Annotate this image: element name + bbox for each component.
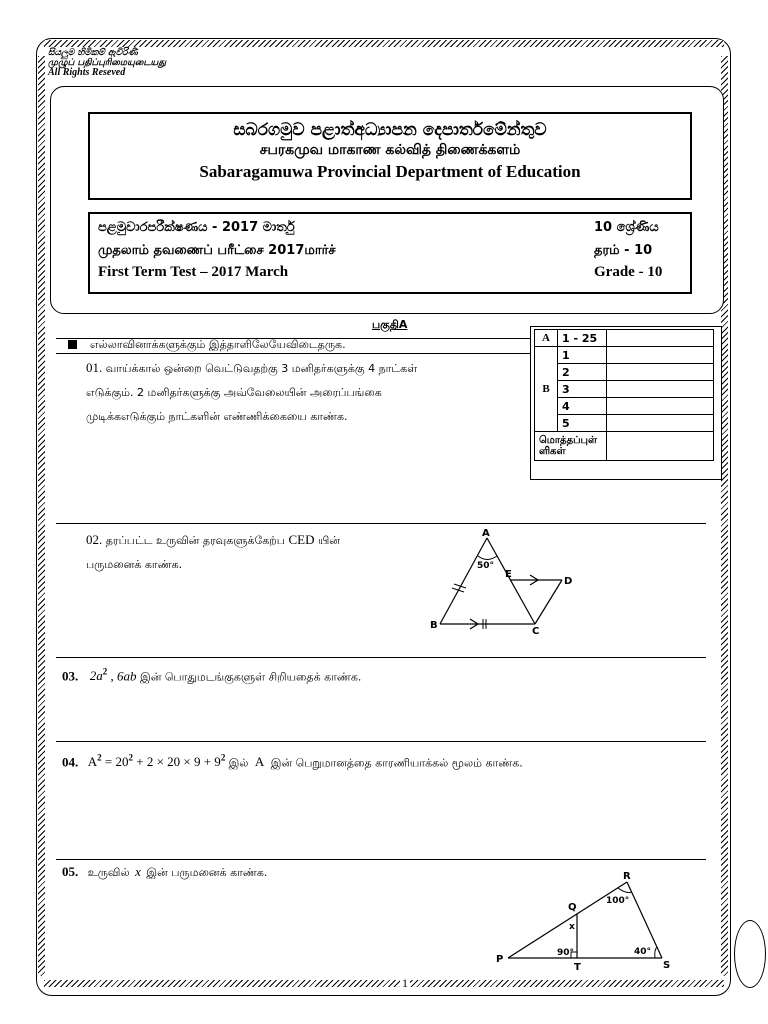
q5-text-1: உருவில் <box>87 866 130 879</box>
q5-label-s: S <box>663 960 671 971</box>
q4-exp-9: 2 <box>220 753 226 763</box>
marks-b-label: B <box>535 347 558 432</box>
section-title: பகுதிA <box>372 318 408 331</box>
grade-english: Grade - 10 <box>594 264 663 280</box>
q5-label-r: R <box>623 871 631 882</box>
top-hatch-border <box>44 40 724 47</box>
marks-total-score-cell <box>607 432 714 461</box>
q3-number: 03. <box>62 668 79 684</box>
marks-b-score-cell <box>607 398 714 415</box>
q3-term2: 6ab <box>117 668 137 684</box>
q5-label-x: x <box>569 922 575 932</box>
q2-angle-label: 50° <box>477 561 495 571</box>
q5-label-p: P <box>496 954 504 965</box>
q2-text-line1-end: யின் <box>317 534 340 547</box>
q2-angle-ced: CED <box>288 532 315 547</box>
marks-b-item: 3 <box>558 381 607 398</box>
q4-text-2: இன் பெறுமானத்தை காரணியாக்கல் மூலம் காண்க. <box>270 756 523 770</box>
q4-expr-a: A <box>87 754 98 770</box>
marks-total-label-line1: மொத்தப்புள் <box>539 435 597 446</box>
q2-label-c: C <box>532 626 540 636</box>
marks-b-item: 5 <box>558 415 607 432</box>
dept-name-sinhala: සබරගමුව පළාත්අධ්‍යාපන දෙපාර්තමේන්තුව <box>233 120 547 140</box>
bottom-hatch-border <box>44 980 724 987</box>
q4-expr-20: = 20 <box>101 754 129 770</box>
dept-name-english: Sabaragamuwa Provincial Department of Education <box>199 162 581 181</box>
q4-text-a: A <box>254 754 265 770</box>
grade-tamil: தரம் - 10 <box>594 243 653 258</box>
q2-angle-arc-a <box>478 556 497 560</box>
grade-sinhala: 10 ශ්‍රේණිය <box>594 220 659 235</box>
q1-text-line2: எடுக்கும். 2 மனிதர்களுக்கு அவ்வேலையின் அரைப்பங்கை <box>86 386 382 399</box>
q2-label-a: A <box>482 528 490 539</box>
q4-exp-20: 2 <box>128 753 133 763</box>
q3-separator-comma: , <box>110 668 117 684</box>
q3-term1-exp: 2 <box>102 667 108 677</box>
marks-table <box>534 329 714 461</box>
question-4 <box>62 748 523 773</box>
test-name-tamil: முதலாம் தவணைப் பரீட்சை 2017மார்ச் <box>98 243 336 258</box>
marks-a-score-cell <box>607 330 714 347</box>
q2-label-d: D <box>564 576 573 587</box>
q5-angle-arc-s <box>655 947 657 958</box>
q5-angle-r: 100° <box>606 896 630 906</box>
marks-a-range: 1 - 25 <box>558 330 607 347</box>
q1-text-line1: வாய்க்கால் ஒன்றை வெட்டுவதற்கு 3 மனிதர்களுக்கு 4 நாட்கள் <box>105 362 418 375</box>
department-box <box>88 112 692 200</box>
page-corner-oval <box>734 920 766 988</box>
q4-expression <box>88 754 229 769</box>
marks-b-item: 1 <box>558 347 607 364</box>
q2-side-ac <box>487 538 535 624</box>
q5-x: x <box>135 864 141 879</box>
q5-number: 05. <box>62 864 79 879</box>
question-5 <box>62 862 267 883</box>
question-1 <box>86 356 526 429</box>
q5-separator <box>56 859 706 860</box>
q5-side-pr <box>508 882 630 958</box>
marks-b-score-cell <box>607 364 714 381</box>
q4-separator <box>56 741 706 742</box>
bullet-square <box>68 340 77 349</box>
test-info-box <box>88 212 692 294</box>
q2-text-line2: பருமனைக் காண்க. <box>86 558 183 571</box>
dept-name-tamil: சபரகமுவ மாகாண கல்வித் திணைக்களம் <box>259 142 521 158</box>
q3-term1 <box>90 668 111 683</box>
marks-b-item: 4 <box>558 398 607 415</box>
q1-line1 <box>86 356 526 381</box>
marks-b-score-cell <box>607 415 714 432</box>
q5-text-2: இன் பருமனைக் காண்க. <box>146 866 268 879</box>
q4-exp-a: 2 <box>97 753 102 763</box>
copyright-line-sinhala: සියලුම හිමිකම් ඇවිරිණි <box>48 48 138 58</box>
q5-label-q: Q <box>568 902 577 913</box>
marks-total-label <box>535 432 607 461</box>
q2-number: 02. <box>86 532 103 547</box>
q5-angle-t: 90° <box>557 948 575 958</box>
q2-line1 <box>86 528 426 553</box>
q1-text-line3: முடிக்கஎடுக்கும் நாட்களின் எண்ணிக்கையை காண்க. <box>86 410 348 423</box>
q2-side-dc <box>535 580 562 624</box>
marks-b-item: 2 <box>558 364 607 381</box>
question-3 <box>62 662 361 687</box>
marks-b-score-cell <box>607 347 714 364</box>
q5-angle-s: 40° <box>634 947 652 957</box>
q3-text: இன் பொதுமடங்குகளுள் சிறியதைக் காண்க. <box>140 670 362 684</box>
q2-triangle-figure <box>420 526 600 636</box>
marks-table-container <box>530 326 722 480</box>
test-name-english: First Term Test – 2017 March <box>98 264 289 280</box>
copyright-line-tamil: முழுப் பதிப்புரிமையுடையது <box>48 58 167 68</box>
copyright-line-english: All Rights Reseved <box>48 67 126 78</box>
q5-label-t: T <box>574 962 581 973</box>
page-number: 1 <box>402 976 408 990</box>
q2-separator <box>56 523 706 524</box>
marks-a-label: A <box>535 330 558 347</box>
section-instruction: எல்லாவினாக்களுக்கும் இத்தாளிலேயேவிடைதருக. <box>90 338 346 351</box>
instruction-rule <box>56 353 534 354</box>
q2-text-line1: தரப்பட்ட உருவின் தரவுகளுக்கேற்ப <box>105 534 285 547</box>
marks-total-label-line2: ளிகள் <box>539 446 566 457</box>
q4-text-1: இல் <box>228 756 249 770</box>
copyright-notice <box>46 48 168 78</box>
question-2 <box>86 528 426 577</box>
q3-separator <box>56 657 706 658</box>
q3-term1-base: 2a <box>89 668 103 684</box>
q5-triangle-figure <box>490 868 680 974</box>
left-hatch-border <box>38 56 45 976</box>
q4-expr-rest: + 2 × 20 × 9 + 9 <box>132 754 221 770</box>
q2-label-e: E <box>505 569 512 580</box>
q4-number: 04. <box>62 754 79 770</box>
q2-side-ab <box>440 538 487 624</box>
q1-number: 01. <box>86 360 103 375</box>
marks-b-score-cell <box>607 381 714 398</box>
test-name-sinhala: පළමුවාරපරීක්ෂණය - 2017 මාර්තු <box>98 220 295 235</box>
q2-label-b: B <box>430 620 438 631</box>
